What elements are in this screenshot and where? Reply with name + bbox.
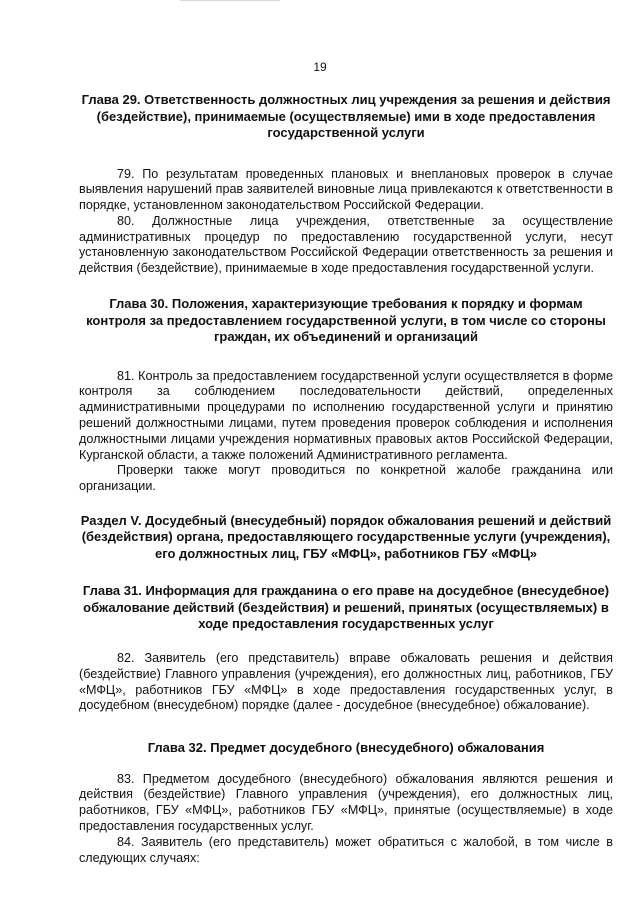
paragraph-79: 79. По результатам проведенных плановых и внеплановых проверок в случае выявления нарушений прав заявителей виновные лица привлекаются к ответственности в порядке, установленном законодательством Российской Федерации. bbox=[79, 166, 613, 213]
page-content bbox=[79, 92, 613, 866]
paragraph-83: 83. Предметом досудебного (внесудебного) обжалования являются решения и действия (бездействие) Главного управления (учреждения), его должностных лиц, работников, ГБУ «МФЦ», работников ГБУ «МФЦ», принятые (осуществляемые) в ходе предоставления государственных услуг. bbox=[79, 771, 613, 834]
chapter-31-heading: Глава 31. Информация для гражданина о его праве на досудебное (внесудебное) обжалование действий (бездействия) и решений, принятых (осуществляемых) в ходе предоставления государственных услуг bbox=[82, 583, 610, 632]
chapter-30-heading: Глава 30. Положения, характеризующие требования к порядку и формам контроля за предоставлением государственной услуги, в том числе со стороны граждан, их объединений и организаций bbox=[86, 296, 606, 345]
chapter-32-heading: Глава 32. Предмет досудебного (внесудебного) обжалования bbox=[147, 740, 545, 756]
paragraph-84: 84. Заявитель (его представитель) может обратиться с жалобой, в том числе в следующих случаях: bbox=[79, 834, 613, 865]
section-5-heading: Раздел V. Досудебный (внесудебный) порядок обжалования решений и действий (бездействия) органа, предоставляющего государственные услуги (учреждения), его должностных лиц, ГБУ «МФЦ», работников ГБУ «МФЦ» bbox=[80, 512, 612, 561]
page-number: 19 bbox=[313, 60, 327, 74]
paragraph-checks: Проверки также могут проводиться по конкретной жалобе гражданина или организации. bbox=[79, 463, 613, 494]
paragraph-82: 82. Заявитель (его представитель) вправе обжаловать решения и действия (бездействие) Главного управления (учреждения), его должностных лиц, работников, ГБУ «МФЦ», работников ГБУ «МФЦ» в ходе предоставления государственных услуг, в досудебном (внесудебном) порядке (далее - досудебное (внесудебное) обжалование). bbox=[79, 650, 613, 713]
chapter-29-heading: Глава 29. Ответственность должностных лиц учреждения за решения и действия (бездействие), принимаемые (осуществляемые) ими в ходе предоставления государственной услуги bbox=[81, 92, 611, 140]
paragraph-80: 80. Должностные лица учреждения, ответственные за осуществление административных процедур по предоставлению государственной услуги, несут установленную законодательством Российской Федерации ответственность за решения и действия (бездействие), принимаемые в ходе предоставления государственной услуги. bbox=[79, 213, 613, 276]
scan-edge-line bbox=[180, 0, 280, 1]
paragraph-81: 81. Контроль за предоставлением государственной услуги осуществляется в форме контроля за соблюдением последовательности действий, определенных административными процедурами по исполнению государственной услуги и принятию решений должностными лицами, путем проведения проверок соблюдения и исполнения должностными лицами учреждения нормативных правовых актов Российской Федерации, Курганской области, а также положений Административного регламента. bbox=[79, 368, 613, 462]
